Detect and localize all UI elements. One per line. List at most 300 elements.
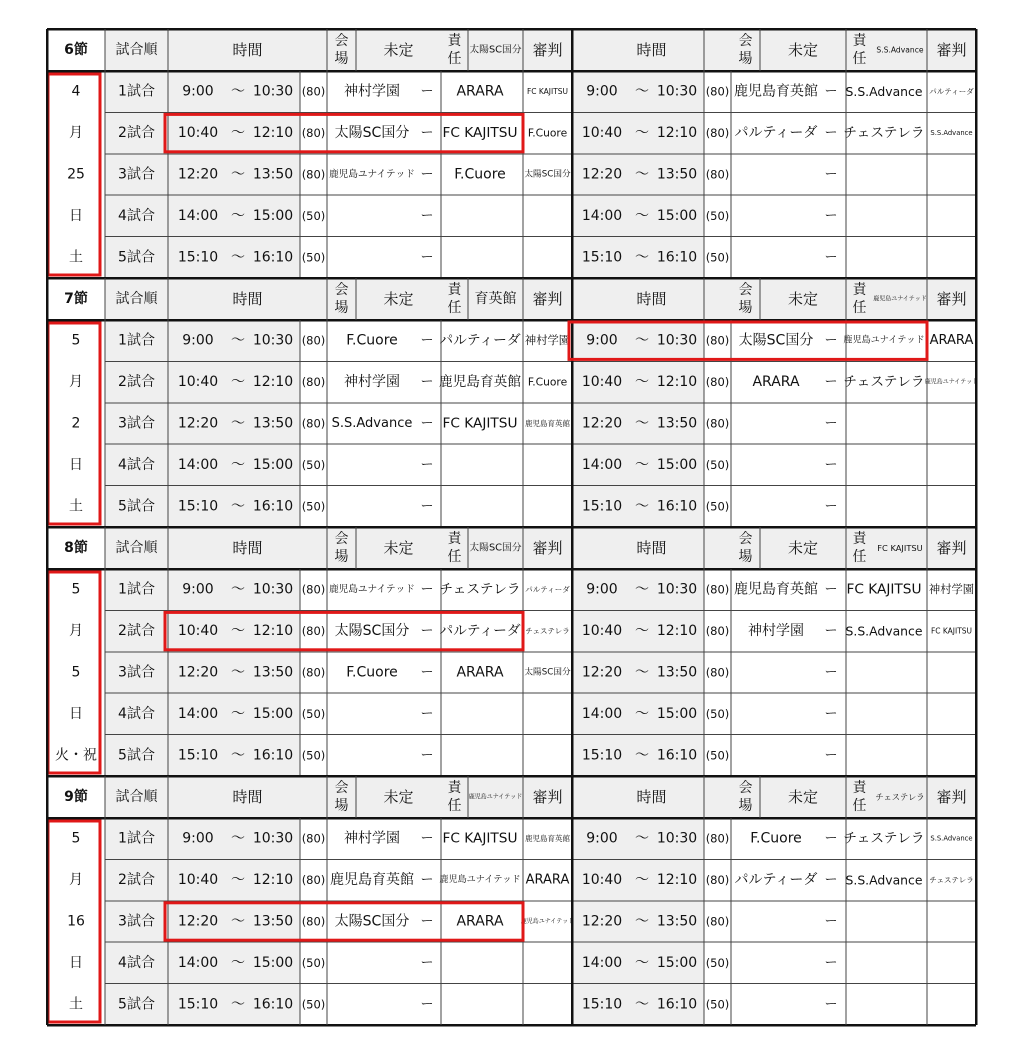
tilde-sep: ～ [635,456,649,473]
date-char: 日 [69,954,83,971]
referee-team: 神村学園 [524,334,571,348]
referee-team: 鹿児島育英館 [525,419,570,428]
venue-header-top: 会 [738,282,753,298]
duration: (80) [705,333,730,348]
end-time: 12:10 [656,872,698,889]
match-number: 5試合 [118,498,155,515]
end-time: 15:00 [656,705,698,722]
start-time: 15:10 [581,996,623,1013]
responsible-header-top: 責 [852,780,867,796]
referee-team: パルティーダ [929,87,974,97]
tilde-sep: ～ [635,913,649,930]
start-time: 15:10 [177,249,219,266]
end-time: 10:30 [252,332,294,349]
start-time: 9:00 [182,581,214,598]
tilde-sep: ～ [231,456,245,473]
match-order-header: 試合順 [115,540,158,556]
start-time: 10:40 [581,374,623,391]
start-time: 9:00 [182,83,214,100]
vs-dash: ー [824,582,838,598]
responsible-header-bottom: 任 [447,798,462,814]
home-team: 鹿児島育英館 [330,872,414,889]
responsible-header-top: 責 [852,282,867,298]
end-time: 10:30 [252,581,294,598]
tilde-sep: ～ [231,332,245,349]
start-time: 12:20 [177,913,219,930]
home-team: パルティーダ [734,872,818,889]
vs-dash: ー [824,747,838,763]
end-time: 16:10 [656,498,698,515]
referee-team: 太陽SC国分 [524,169,571,180]
venue-header-top: 会 [334,33,349,49]
end-time: 13:50 [656,913,698,930]
duration: (80) [705,831,730,846]
responsible-header-top: 責 [447,282,462,298]
vs-dash: ー [824,457,838,473]
vs-dash: ー [824,167,838,182]
venue-header-bottom: 場 [334,798,349,814]
away-team: S.S.Advance [845,623,923,639]
vs-dash: ー [420,623,434,639]
vs-dash: ー [420,955,434,971]
duration: (50) [301,457,326,472]
referee-header: 審判 [936,290,967,308]
duration: (80) [301,873,326,888]
vs-dash: ー [824,249,838,265]
start-time: 14:00 [177,705,219,722]
match-number: 2試合 [118,125,155,142]
away-team: S.S.Advance [845,84,923,100]
vs-dash: ー [824,498,838,514]
referee-team: 鹿児島ユナイテッド [520,918,575,925]
end-time: 10:30 [252,830,294,847]
duration: (50) [705,997,730,1012]
responsible-team: S.S.Advance [876,45,924,55]
tilde-sep: ～ [231,872,245,889]
time-header: 時間 [232,290,263,308]
away-team: FC KAJITSU [442,830,518,847]
match-order-header: 試合順 [115,42,158,58]
duration: (50) [705,250,730,265]
end-time: 13:50 [656,166,698,183]
responsible-header-bottom: 任 [447,549,462,565]
match-order-header: 試合順 [115,789,158,805]
end-time: 16:10 [656,249,698,266]
venue-tbd: 未定 [383,290,414,308]
date-char: 土 [69,498,83,515]
start-time: 10:40 [581,872,623,889]
tilde-sep: ～ [231,830,245,847]
start-time: 14:00 [581,456,623,473]
start-time: 12:20 [581,415,623,432]
away-team: S.S.Advance [845,872,923,888]
away-team: F.Cuore [454,166,506,183]
duration: (80) [705,84,730,99]
end-time: 12:10 [252,872,294,889]
home-team: F.Cuore [346,332,398,349]
start-time: 10:40 [177,125,219,142]
tilde-sep: ～ [231,623,245,640]
home-team: 鹿児島育英館 [734,581,818,598]
match-number: 3試合 [118,664,155,681]
match-number: 2試合 [118,374,155,391]
date-char: 月 [69,374,83,391]
vs-dash: ー [824,996,838,1012]
duration: (50) [301,997,326,1012]
match-order-header: 試合順 [115,291,158,307]
responsible-team: チェステレラ [875,792,925,802]
date-char: 2 [71,415,81,432]
duration: (80) [301,333,326,348]
date-char: 5 [71,581,81,598]
start-time: 14:00 [177,207,219,224]
tilde-sep: ～ [635,125,649,142]
start-time: 10:40 [581,125,623,142]
responsible-header-bottom: 任 [852,51,867,67]
home-team: 太陽SC国分 [334,623,410,640]
vs-dash: ー [420,996,434,1012]
end-time: 13:50 [656,415,698,432]
referee-team: 神村学園 [928,583,975,597]
start-time: 15:10 [581,249,623,266]
tilde-sep: ～ [231,747,245,764]
tilde-sep: ～ [635,249,649,266]
responsible-team: 太陽SC国分 [469,44,522,56]
vs-dash: ー [824,333,838,349]
tilde-sep: ～ [635,747,649,764]
duration: (80) [301,167,326,182]
vs-dash: ー [420,208,434,224]
venue-tbd: 未定 [787,539,819,557]
vs-dash: ー [420,582,434,598]
vs-dash: ー [420,84,434,100]
responsible-header-bottom: 任 [447,300,462,316]
home-team: 太陽SC国分 [334,913,410,930]
tilde-sep: ～ [635,332,649,349]
referee-team: FC KAJITSU [930,626,973,636]
vs-dash: ー [420,747,434,763]
round-label: 9節 [64,789,88,805]
start-time: 12:20 [581,166,623,183]
tilde-sep: ～ [635,830,649,847]
end-time: 16:10 [252,996,294,1013]
end-time: 10:30 [656,332,698,349]
venue-tbd: 未定 [383,539,414,557]
time-header: 時間 [232,788,263,806]
time-header: 時間 [232,41,263,59]
start-time: 9:00 [586,581,618,598]
date-char: 日 [69,207,83,224]
home-team: F.Cuore [346,664,398,681]
match-number: 4試合 [118,705,155,722]
match-number: 5試合 [118,747,155,764]
vs-dash: ー [824,623,838,639]
venue-header-top: 会 [334,282,349,298]
tilde-sep: ～ [635,374,649,391]
start-time: 9:00 [182,332,214,349]
home-team: F.Cuore [750,830,802,847]
date-char: 4 [71,83,81,100]
end-time: 10:30 [656,83,698,100]
end-time: 15:00 [656,207,698,224]
home-team: 神村学園 [344,83,400,100]
vs-dash: ー [824,374,838,390]
start-time: 10:40 [581,623,623,640]
duration: (50) [705,706,730,721]
end-time: 15:00 [252,207,294,224]
referee-header: 審判 [532,290,563,308]
referee-team: 太陽SC国分 [524,667,571,678]
start-time: 14:00 [177,954,219,971]
duration: (80) [705,126,730,141]
duration: (50) [301,208,326,223]
away-team: ARARA [456,913,504,930]
vs-dash: ー [420,831,434,847]
duration: (50) [301,250,326,265]
responsible-team: 太陽SC国分 [469,542,522,554]
home-team: 神村学園 [344,374,400,391]
tilde-sep: ～ [635,207,649,224]
tilde-sep: ～ [231,996,245,1013]
home-team: 鹿児島育英館 [734,83,818,100]
vs-dash: ー [824,914,838,929]
end-time: 15:00 [252,954,294,971]
tilde-sep: ～ [635,166,649,183]
round-label: 6節 [64,42,88,58]
away-team: 鹿児島ユナイテッド [439,875,521,886]
date-char: 土 [69,996,83,1013]
venue-header-top: 会 [334,780,349,796]
duration: (80) [301,831,326,846]
match-number: 3試合 [118,415,155,432]
referee-team: ARARA [929,333,974,349]
venue-header-bottom: 場 [738,51,753,67]
referee-team: S.S.Advance [930,129,973,138]
date-char: 5 [71,830,81,847]
venue-header-top: 会 [738,780,753,796]
date-char: 月 [69,623,83,640]
start-time: 12:20 [581,664,623,681]
tilde-sep: ～ [231,374,245,391]
tilde-sep: ～ [231,249,245,266]
start-time: 9:00 [586,830,618,847]
vs-dash: ー [420,416,434,431]
tilde-sep: ～ [635,581,649,598]
match-number: 2試合 [118,872,155,889]
away-team: 鹿児島ユナイテッド [843,335,925,346]
duration: (50) [705,748,730,763]
duration: (80) [301,126,326,141]
end-time: 16:10 [252,498,294,515]
match-number: 5試合 [118,996,155,1013]
start-time: 15:10 [177,498,219,515]
time-header: 時間 [636,41,667,59]
match-number: 1試合 [118,830,155,847]
vs-dash: ー [824,208,838,224]
tilde-sep: ～ [635,623,649,640]
responsible-team: 鹿児島ユナイテッド [873,295,927,303]
referee-team: FC KAJITSU [526,87,569,97]
responsible-header-bottom: 任 [852,798,867,814]
duration: (50) [705,208,730,223]
tilde-sep: ～ [231,664,245,681]
start-time: 14:00 [581,705,623,722]
end-time: 15:00 [656,456,698,473]
vs-dash: ー [420,333,434,349]
duration: (50) [301,955,326,970]
referee-team: チェステレラ [929,875,974,885]
tilde-sep: ～ [231,705,245,722]
duration: (80) [705,375,730,390]
home-team: 太陽SC国分 [334,125,410,142]
duration: (80) [301,665,326,680]
responsible-header-bottom: 任 [852,549,867,565]
referee-team: F.Cuore [527,375,568,389]
referee-header: 審判 [532,788,563,806]
duration: (80) [705,624,730,639]
tilde-sep: ～ [231,913,245,930]
vs-dash: ー [420,665,434,680]
match-number: 4試合 [118,456,155,473]
start-time: 14:00 [581,207,623,224]
round-label: 8節 [64,540,88,556]
venue-header-bottom: 場 [334,549,349,565]
duration: (80) [301,914,326,929]
tilde-sep: ～ [231,125,245,142]
date-char: 16 [67,913,85,930]
home-team: S.S.Advance [331,416,413,431]
venue-header-bottom: 場 [334,300,349,316]
start-time: 14:00 [581,954,623,971]
referee-header: 審判 [532,41,563,59]
end-time: 12:10 [656,125,698,142]
referee-team: 鹿児島ユナイテッド [924,378,979,386]
end-time: 16:10 [252,249,294,266]
start-time: 15:10 [581,498,623,515]
tilde-sep: ～ [231,581,245,598]
vs-dash: ー [824,125,838,141]
referee-team: ARARA [525,872,570,888]
responsible-header-bottom: 任 [852,300,867,316]
start-time: 9:00 [182,830,214,847]
date-char: 火・祝 [55,747,97,764]
home-team: 神村学園 [344,830,400,847]
away-team: チェステレラ [843,374,925,391]
end-time: 13:50 [656,664,698,681]
end-time: 12:10 [252,623,294,640]
duration: (80) [301,84,326,99]
duration: (80) [705,873,730,888]
tilde-sep: ～ [635,83,649,100]
venue-tbd: 未定 [787,788,819,806]
duration: (50) [705,499,730,514]
match-number: 3試合 [118,913,155,930]
home-team: 鹿児島ユナイテッド [329,584,415,596]
vs-dash: ー [420,374,434,390]
end-time: 15:00 [252,705,294,722]
away-team: 鹿児島育英館 [438,374,522,391]
tilde-sep: ～ [231,954,245,971]
duration: (50) [301,706,326,721]
vs-dash: ー [420,249,434,265]
time-header: 時間 [636,788,667,806]
home-team: 神村学園 [748,623,804,640]
vs-dash: ー [420,457,434,473]
duration: (50) [301,748,326,763]
date-char: 5 [71,664,81,681]
duration: (80) [301,582,326,597]
vs-dash: ー [420,872,434,888]
referee-header: 審判 [936,788,967,806]
away-team: ARARA [456,664,504,681]
home-team: 鹿児島ユナイテッド [329,169,415,180]
end-time: 15:00 [656,954,698,971]
away-team: FC KAJITSU [846,581,922,598]
referee-team: F.Cuore [527,126,568,140]
match-number: 2試合 [118,623,155,640]
duration: (80) [705,167,730,182]
end-time: 12:10 [252,125,294,142]
away-team: パルティーダ [439,332,521,349]
duration: (80) [301,416,326,431]
end-time: 10:30 [656,830,698,847]
end-time: 12:10 [252,374,294,391]
responsible-header-top: 責 [852,33,867,49]
vs-dash: ー [824,416,838,431]
date-char: 土 [69,249,83,266]
away-team: チェステレラ [843,830,925,847]
away-team: パルティーダ [439,623,521,640]
date-char: 25 [67,166,85,183]
venue-header-top: 会 [738,33,753,49]
responsible-team: FC KAJITSU [877,543,923,553]
date-char: 5 [71,332,81,349]
responsible-header-bottom: 任 [447,51,462,67]
end-time: 13:50 [252,166,294,183]
tilde-sep: ～ [635,996,649,1013]
date-char: 日 [69,456,83,473]
tilde-sep: ～ [635,415,649,432]
away-team: チェステレラ [439,581,521,598]
match-number: 4試合 [118,954,155,971]
vs-dash: ー [824,872,838,888]
date-char: 日 [69,705,83,722]
responsible-header-top: 責 [447,33,462,49]
end-time: 16:10 [656,996,698,1013]
duration: (80) [705,582,730,597]
referee-header: 審判 [532,539,563,557]
start-time: 10:40 [177,623,219,640]
duration: (50) [301,499,326,514]
vs-dash: ー [824,84,838,100]
venue-tbd: 未定 [383,788,414,806]
vs-dash: ー [824,665,838,680]
match-number: 1試合 [118,332,155,349]
date-char: 月 [69,872,83,889]
referee-team: 鹿児島育英館 [525,834,570,844]
away-team: ARARA [456,83,504,100]
start-time: 12:20 [177,415,219,432]
end-time: 13:50 [252,415,294,432]
round-label: 7節 [64,291,88,307]
vs-dash: ー [420,167,434,182]
tilde-sep: ～ [635,664,649,681]
match-number: 1試合 [118,581,155,598]
venue-header-top: 会 [334,531,349,547]
start-time: 12:20 [177,664,219,681]
date-char: 月 [69,125,83,142]
referee-header: 審判 [936,41,967,59]
